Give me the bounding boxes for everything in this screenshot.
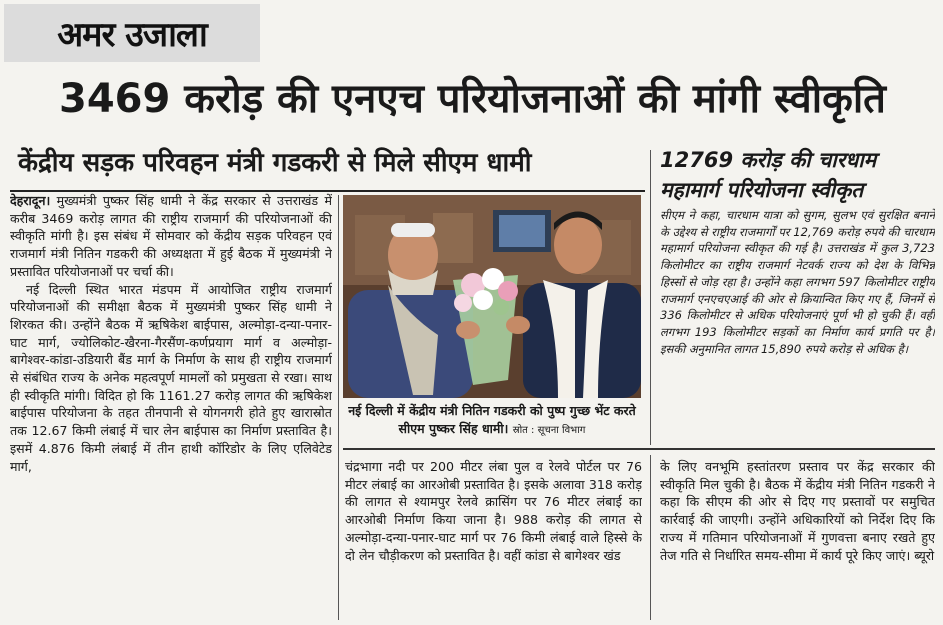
article-column-middle — [345, 458, 642, 618]
masthead-text: अमर उजाला — [57, 15, 207, 55]
newspaper-logo — [4, 4, 260, 62]
column-divider — [650, 150, 651, 445]
sidebar-body: सीएम ने कहा, चारधाम यात्रा को सुगम, सुलभ एवं सुरक्षित बनाने के उद्देश्य से राष्ट्रीय राजमार्गों पर 12,769 करोड़ रुपये की चारधाम महामार्ग परियोजना स्वीकृत की गई है। उत्तराखंड में कुल 3,723 किलोमीटर का राष्ट्रीय राजमार्ग नेटवर्क राज्य को देश के विभिन्न हिस्सों से जोड़ रहा है। उन्होंने कहा लगभग 597 किलोमीटर राष्ट्रीय राजमार्ग एनएचएआई की ओर से क्रियान्वित किए गए हैं, जिनमें से 336 किलोमीटर से अधिक परियोजनाएं पूर्ण भी हो चुकी हैं। वहीं लगभग 193 किलोमीटर सड़कों का निर्माण कार्य प्रगति पर है। इसकी अनुमानित लागत 15,890 रुपये करोड़ से अधिक है। — [660, 208, 935, 356]
paragraph: मुख्यमंत्री पुष्कर सिंह धामी ने केंद्र सरकार से उत्तराखंड में करीब 3469 करोड़ लागत की राष्ट्रीय राजमार्ग की परियोजनाओं की स्वीकृति मांगी है। इस संबंध में सोमवार को केंद्रीय सड़क परिवहन एवं राजमार्ग मंत्री नितिन गडकरी की अध्यक्षता में हुई बैठक में मुख्यमंत्री ने प्रस्तावित परियोजनाओं पर चर्चा की। — [10, 193, 332, 279]
paragraph: के लिए वनभूमि हस्तांतरण प्रस्ताव पर केंद्र सरकार की स्वीकृति मिल चुकी है। बैठक में केंद्रीय मंत्री नितिन गडकरी ने कहा कि सीएम की ओर से दिए गए प्रस्तावों पर समुचित कार्रवाई की जाएगी। उन्होंने अधिकारियों को निर्देश दिए कि राज्य में गतिमान परियोजनाओं में गुणवत्ता बनाए रखते हुए तेज गति से निर्धारित समय-सीमा में कार्य पूरे किए जाएं। ब्यूरो — [660, 459, 935, 563]
caption-text: नई दिल्ली में केंद्रीय मंत्री नितिन गडकरी को पुष्प गुच्छ भेंट करते सीएम पुष्कर सिंह धामी। — [348, 403, 636, 436]
photo-source: स्रोत : सूचना विभाग — [512, 425, 586, 436]
subheadline: केंद्रीय सड़क परिवहन मंत्री गडकरी से मिले सीएम धामी — [18, 148, 532, 178]
article-column-right — [660, 458, 935, 618]
news-photo — [343, 195, 641, 398]
sidebar-title: 12769 करोड़ की चारधाम महामार्ग परियोजना स्वीकृत — [660, 148, 877, 202]
divider — [343, 448, 935, 450]
photo-caption — [343, 402, 641, 440]
column-divider — [338, 195, 339, 620]
paragraph: नई दिल्ली स्थित भारत मंडपम में आयोजित राष्ट्रीय राजमार्ग परियोजनाओं की समीक्षा बैठक में मुख्यमंत्री पुष्कर सिंह धामी ने शिरकत की। उन्होंने बैठक में ऋषिकेश बाईपास, अल्मोड़ा-दन्या-पनार-घाट मार्ग, ज्योलिकोट-खैरना-गैरसैंण-कर्णप्रयाग मार्ग व अल्मोड़ा-बागेश्वर-कांडा-उडियारी बैंड मार्ग के निर्माण के साथ ही राष्ट्रीय राजमार्ग से संबंधित राज्य के अनेक महत्वपूर्ण मामलों को प्रमुखता से रखा। साथ ही स्वीकृति मांगी। विदित हो कि 1161.27 करोड़ लागत की ऋषिकेश बाईपास परियोजना के तहत तीनपानी से योगनगरी होते हुए खारास्रोत तक 12.67 किमी लंबाई में चार लेन बाईपास का निर्माण प्रस्तावित है। इसमें 4.876 किमी लंबाई में तीन हाथी कॉरिडोर के लिए एलिवेटेड मार्ग, — [10, 281, 332, 474]
dateline: देहरादून। — [10, 193, 51, 208]
paragraph: चंद्रभागा नदी पर 200 मीटर लंबा पुल व रेलवे पोर्टल पर 76 मीटर लंबाई का आरओबी प्रस्तावित है। इसके अलावा 318 करोड़ की लागत से श्यामपुर रेलवे क्रासिंग पर 76 मीटर लंबाई का आरओबी निर्माण किया जाना है। 988 करोड़ की लागत से अल्मोड़ा-दन्या-पनार-घाट मार्ग पर 76 किमी लंबाई वाले हिस्से के दो लेन चौड़ीकरण को प्रस्तावित है। वहीं कांडा से बागेश्वर खंड — [345, 459, 642, 563]
headline: 3469 करोड़ की एनएच परियोजनाओं की मांगी स्वीकृति — [59, 76, 886, 122]
article-column-left — [10, 192, 332, 620]
column-divider — [650, 455, 651, 620]
photo-illustration — [343, 195, 641, 398]
